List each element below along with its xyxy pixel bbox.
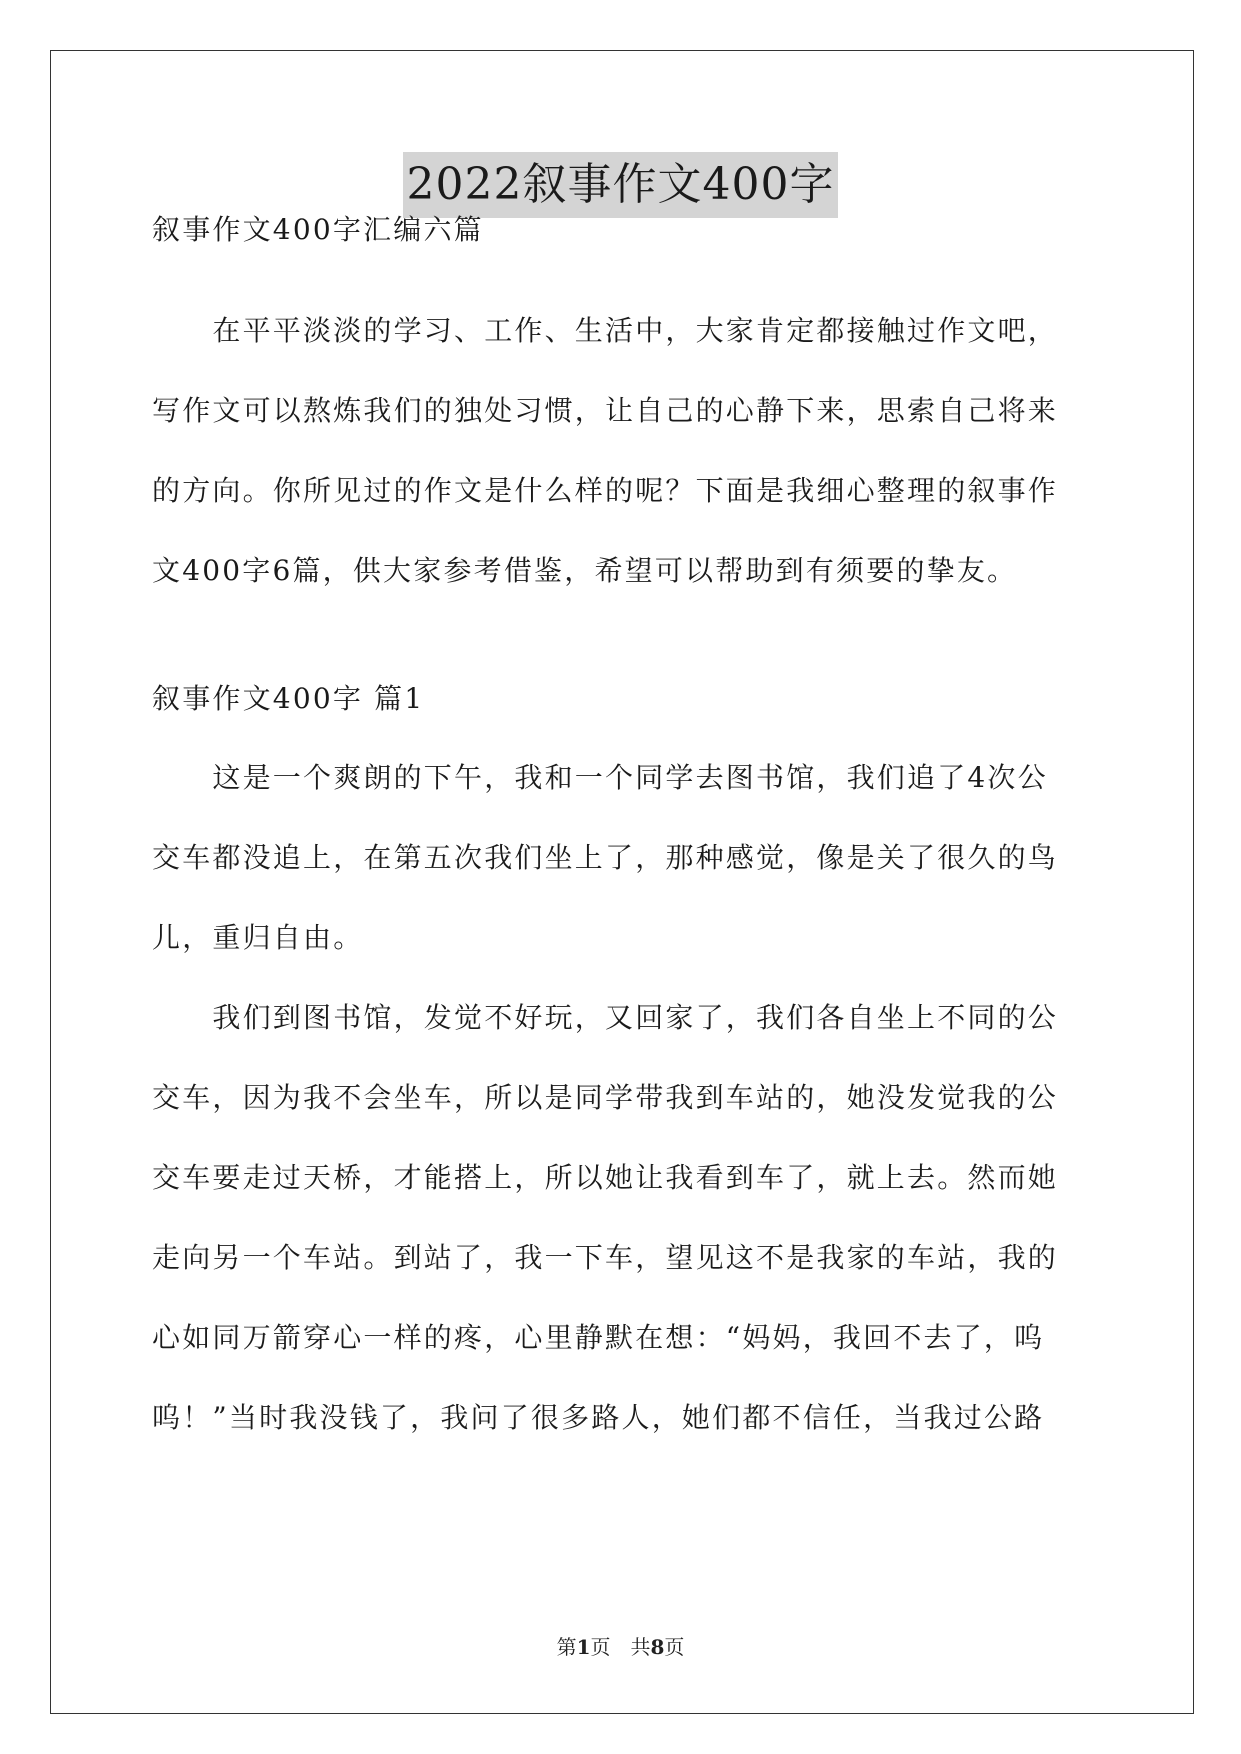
paragraph-line: 文400字6篇，供大家参考借鉴，希望可以帮助到有须要的挚友。 [152, 554, 1018, 587]
paragraph-line: 儿，重归自由。 [152, 921, 364, 954]
intro-paragraph [152, 291, 1092, 611]
page-footer [0, 1632, 1241, 1662]
section-heading: 叙事作文400字 篇1 [152, 682, 425, 715]
footer-mid: 页 共 [590, 1635, 651, 1659]
paragraph-line: 我们到图书馆，发觉不好玩，又回家了，我们各自坐上不同的公 [152, 1001, 1059, 1034]
paragraph-line: 在平平淡淡的学习、工作、生活中，大家肯定都接触过作文吧， [152, 314, 1059, 347]
footer-prefix: 第 [556, 1635, 577, 1659]
total-page-number: 8 [650, 1635, 665, 1659]
story-paragraph-2 [152, 978, 1092, 1458]
paragraph-line: 写作文可以熬炼我们的独处习惯，让自己的心静下来，思索自己将来 [152, 394, 1059, 427]
paragraph-line: 呜！”当时我没钱了，我问了很多路人，她们都不信任，当我过公路 [152, 1401, 1045, 1434]
subtitle: 叙事作文400字汇编六篇 [152, 213, 484, 246]
paragraph-line: 交车，因为我不会坐车，所以是同学带我到车站的，她没发觉我的公 [152, 1081, 1059, 1114]
paragraph-line: 交车都没追上，在第五次我们坐上了，那种感觉，像是关了很久的鸟 [152, 841, 1059, 874]
story-paragraph-1 [152, 738, 1092, 978]
paragraph-line: 走向另一个车站。到站了，我一下车，望见这不是我家的车站，我的 [152, 1241, 1059, 1274]
current-page-number: 1 [576, 1635, 591, 1659]
paragraph-line: 交车要走过天桥，才能搭上，所以她让我看到车了，就上去。然而她 [152, 1161, 1059, 1194]
paragraph-line: 的方向。你所见过的作文是什么样的呢？下面是我细心整理的叙事作 [152, 474, 1059, 507]
footer-suffix: 页 [664, 1635, 685, 1659]
paragraph-line: 这是一个爽朗的下午，我和一个同学去图书馆，我们追了4次公 [152, 761, 1048, 794]
paragraph-line: 心如同万箭穿心一样的疼，心里静默在想：“妈妈，我回不去了，呜 [152, 1321, 1045, 1354]
document-title: 2022叙事作文400字 [403, 152, 839, 218]
